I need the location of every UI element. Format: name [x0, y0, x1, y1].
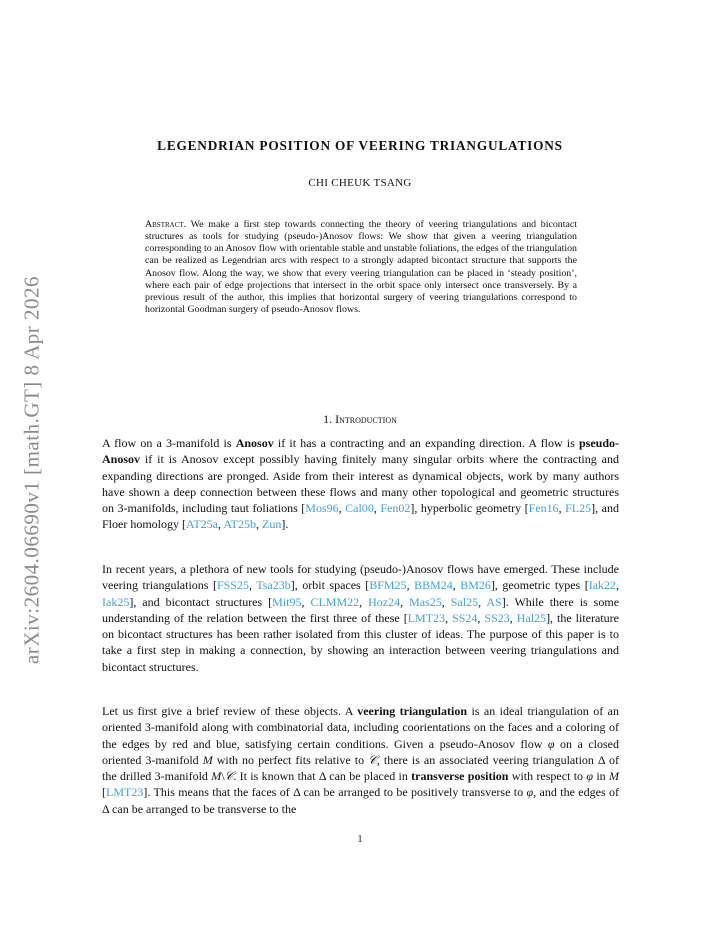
paragraph-text: [ — [102, 785, 106, 800]
paragraph-text: ]. — [281, 517, 289, 532]
paragraph-text: , — [478, 594, 487, 609]
section-number: 1. — [323, 412, 333, 426]
paragraph-text: , — [338, 501, 346, 516]
math-symbol: φ — [526, 785, 534, 800]
bold-term: transverse position — [411, 769, 509, 784]
section-heading — [0, 412, 720, 427]
arxiv-identifier — [12, 250, 52, 690]
citation-link[interactable]: AS — [486, 594, 502, 609]
body-paragraph — [102, 435, 619, 533]
citation-link[interactable]: SS24 — [452, 610, 478, 625]
citation-link[interactable]: LMT23 — [106, 785, 144, 800]
citation-link[interactable]: AT25a — [186, 517, 218, 532]
paragraph-text: , — [406, 578, 415, 593]
paragraph-text: Let us first give a brief review of these objects. A — [102, 704, 358, 718]
paragraph-text: , — [477, 610, 485, 625]
paragraph-text: , — [441, 594, 451, 609]
paragraph-text: , — [509, 610, 517, 625]
paragraph-text: ], the literature on bicontact structures has been rather isolated from this cluster of ideas. The purpose of this paper is to take a first step in making a connection, by showing an interaction between veering triangulations and bicontact structures. — [102, 610, 619, 674]
author-name: CHI CHEUK TSANG — [308, 177, 412, 189]
abstract — [145, 219, 577, 316]
paragraph-text: , — [445, 610, 453, 625]
citation-link[interactable]: Mos96 — [305, 501, 339, 516]
paragraph-text: , — [248, 578, 257, 593]
paragraph-text: , — [558, 501, 566, 516]
citation-link[interactable]: Fen02 — [380, 501, 411, 516]
abstract-label: Abstract. — [145, 219, 187, 230]
paragraph-text: , — [256, 517, 263, 532]
citation-link[interactable]: FSS25 — [216, 578, 249, 593]
math-symbol: M — [608, 769, 619, 784]
math-symbol: φ — [547, 736, 555, 751]
abstract-text: We make a first step towards connecting the theory of veering triangulations and bicontact structures as tools for studying (pseudo-)Anosov flows: We show that given a veering triangulation corresponding to an Anosov flow with orientable stable and unstable foliations, the edges of the triangulation can be realized as Legendrian arcs with respect to a strongly adapted bicontact structure that supports the Anosov flow. Along the way, we show that every veering triangulation can be placed in ‘steady position’, where each pair of edge projections that intersect in the orbit space only intersect once transversely. By a previous result of the author, this implies that horizontal surgery of veering triangulations correspond to horizontal Goodman surgery of pseudo-Anosov flows. — [145, 219, 577, 316]
paragraph-text: ], geometric types [ — [490, 578, 589, 593]
paragraph-text: if it has a contracting and an expanding direction. A flow is — [273, 436, 579, 450]
citation-link[interactable]: Hal25 — [516, 610, 547, 625]
paragraph-text: ], hyperbolic geometry [ — [410, 501, 529, 516]
citation-link[interactable]: Mit95 — [272, 594, 302, 609]
paragraph-text: , — [373, 501, 381, 516]
math-symbol: 𝒞 — [368, 752, 377, 767]
citation-link[interactable]: Sal25 — [450, 594, 479, 609]
citation-link[interactable]: Mas25 — [409, 594, 442, 609]
citation-link[interactable]: BBM24 — [414, 578, 453, 593]
math-symbol: 𝒞 — [224, 769, 234, 784]
paragraph-text: , and the edges of Δ can be arranged to be transverse to the — [102, 785, 619, 816]
body-paragraph — [102, 561, 619, 675]
math-symbol: φ — [586, 769, 594, 784]
paragraph-text: , — [359, 594, 369, 609]
paragraph-text: , — [218, 517, 224, 532]
citation-link[interactable]: CLMM22 — [310, 594, 360, 609]
citation-link[interactable]: Cal00 — [345, 501, 374, 516]
citation-link[interactable]: Iak22 — [588, 578, 617, 593]
paragraph-text: A flow on a 3-manifold is — [102, 436, 236, 450]
paragraph-text: . It is known that Δ can be placed in — [233, 769, 412, 784]
citation-link[interactable]: Fen16 — [528, 501, 559, 516]
paper-title: LEGENDRIAN POSITION OF VEERING TRIANGULATIONS — [157, 138, 563, 153]
paragraph-text: on a closed oriented 3-manifold — [102, 736, 620, 767]
page-number: 1 — [357, 834, 363, 845]
paragraph-text: ], orbit spaces [ — [290, 578, 370, 593]
paragraph-text: with no perfect fits relative to — [212, 752, 369, 767]
body-paragraph — [102, 703, 619, 817]
arxiv-identifier-text: arXiv:2604.06690v1 [math.GT] 8 Apr 2026 — [19, 275, 44, 665]
citation-link[interactable]: SS23 — [484, 610, 510, 625]
citation-link[interactable]: Zun — [262, 517, 282, 532]
paragraph-text: if it is Anosov except possibly having finitely many singular orbits where the contracting and expanding directions are pronged. Aside from their interest as dynamical objects, work by many authors have shown a deep connection between these flows and many other topological and geometric structures on 3-manifolds, including taut foliations [ — [102, 452, 619, 516]
citation-link[interactable]: LMT23 — [407, 610, 446, 625]
citation-link[interactable]: Tsa23b — [256, 578, 291, 593]
citation-link[interactable]: AT25b — [223, 517, 257, 532]
paragraph-text: , — [616, 578, 620, 593]
paragraph-text: In recent years, a plethora of new tools for studying (pseudo-)Anosov flows have emerged. These include veering triangulations [ — [102, 562, 619, 593]
math-symbol: M — [202, 752, 213, 767]
math-symbol: M — [211, 769, 222, 784]
paragraph-text: with respect to — [508, 769, 587, 784]
paragraph-text: ]. This means that the faces of Δ can be arranged to be positively transverse to — [143, 785, 527, 800]
citation-link[interactable]: FL25 — [565, 501, 592, 516]
section-title: Introduction — [335, 412, 397, 426]
citation-link[interactable]: BFM25 — [369, 578, 407, 593]
paragraph-text: is an ideal triangulation of an oriented 3-manifold along with combinatorial data, including coorientations on the faces and a coloring of the edges by red and blue, satisfying certain conditions. Given a pseudo-Anosov flow — [102, 704, 619, 751]
citation-link[interactable]: BM26 — [460, 578, 491, 593]
paragraph-text: , — [452, 578, 461, 593]
citation-link[interactable]: Hoz24 — [368, 594, 401, 609]
paragraph-text: ], and bicontact structures [ — [129, 594, 273, 609]
paragraph-text: , there is an associated veering triangulation Δ of the drilled 3-manifold — [102, 752, 619, 784]
paragraph-text: , — [301, 594, 311, 609]
paragraph-text: ], and Floer homology [ — [102, 501, 619, 532]
bold-term: veering triangulation — [357, 704, 467, 718]
bold-term: Anosov — [235, 436, 274, 450]
bold-term: pseudo-Anosov — [102, 436, 619, 467]
paragraph-text: in — [593, 769, 609, 784]
citation-link[interactable]: Iak25 — [102, 594, 130, 609]
paragraph-text: \ — [221, 769, 225, 784]
paragraph-text: ]. While there is some understanding of the relation between the first three of these [ — [102, 594, 620, 625]
paragraph-text: , — [400, 594, 410, 609]
